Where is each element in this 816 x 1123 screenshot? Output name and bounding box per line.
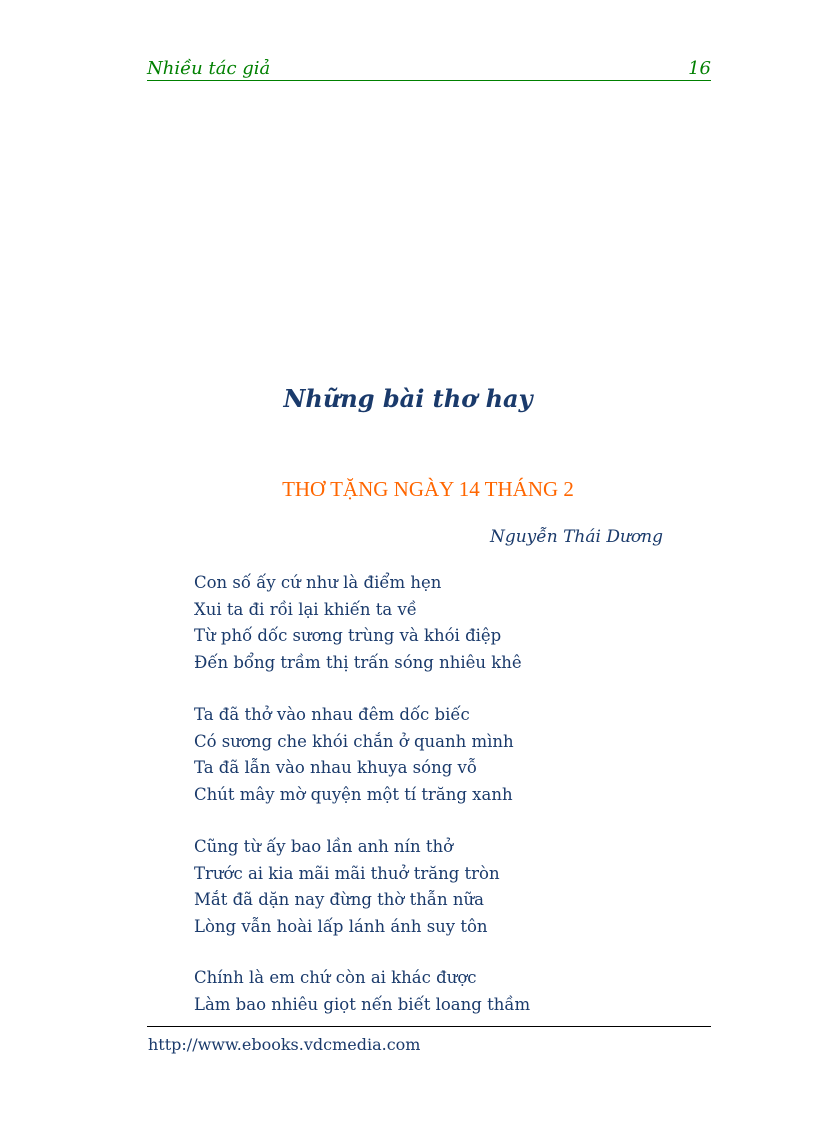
poem-line: Mắt đã dặn nay đừng thờ thẫn nữa xyxy=(194,890,484,909)
stanza-2 xyxy=(194,702,514,808)
poem-line: Đến bổng trầm thị trấn sóng nhiêu khê xyxy=(194,652,522,672)
header-author: Nhiều tác giả xyxy=(147,58,271,79)
section-title: Những bài thơ hay xyxy=(283,384,533,413)
footer-divider xyxy=(147,1026,711,1027)
poem-title: THƠ TẶNG NGÀY 14 THÁNG 2 xyxy=(282,477,574,501)
poem-line: Con số ấy cứ như là điểm hẹn xyxy=(194,573,442,592)
stanza-1 xyxy=(194,570,522,676)
poem-line: Làm bao nhiêu giọt nến biết loang thầm xyxy=(194,994,531,1014)
poem-line: Xui ta đi rồi lại khiến ta về xyxy=(194,599,417,619)
poem-line: Lòng vẫn hoài lấp lánh ánh suy tôn xyxy=(194,916,488,936)
poem-line: Từ phố dốc sương trùng và khói điệp xyxy=(194,626,502,645)
stanza-4 xyxy=(194,965,530,1018)
footer-url[interactable]: http://www.ebooks.vdcmedia.com xyxy=(148,1035,421,1054)
poem-line: Chút mây mờ quyện một tí trăng xanh xyxy=(194,784,513,804)
stanza-3 xyxy=(194,834,500,940)
poem-author: Nguyễn Thái Dương xyxy=(489,527,663,547)
poem-line: Cũng từ ấy bao lần anh nín thở xyxy=(194,837,454,856)
poem-line: Chính là em chứ còn ai khác được xyxy=(194,968,477,987)
poem-line: Ta đã lẫn vào nhau khuya sóng vỗ xyxy=(194,758,477,777)
page-header xyxy=(147,56,711,81)
poem-line: Trước ai kia mãi mãi thuở trăng tròn xyxy=(194,863,500,883)
page-number: 16 xyxy=(688,58,711,79)
poem-line: Có sương che khói chắn ở quanh mình xyxy=(194,731,514,751)
poem-line: Ta đã thở vào nhau đêm dốc biếc xyxy=(194,705,470,724)
